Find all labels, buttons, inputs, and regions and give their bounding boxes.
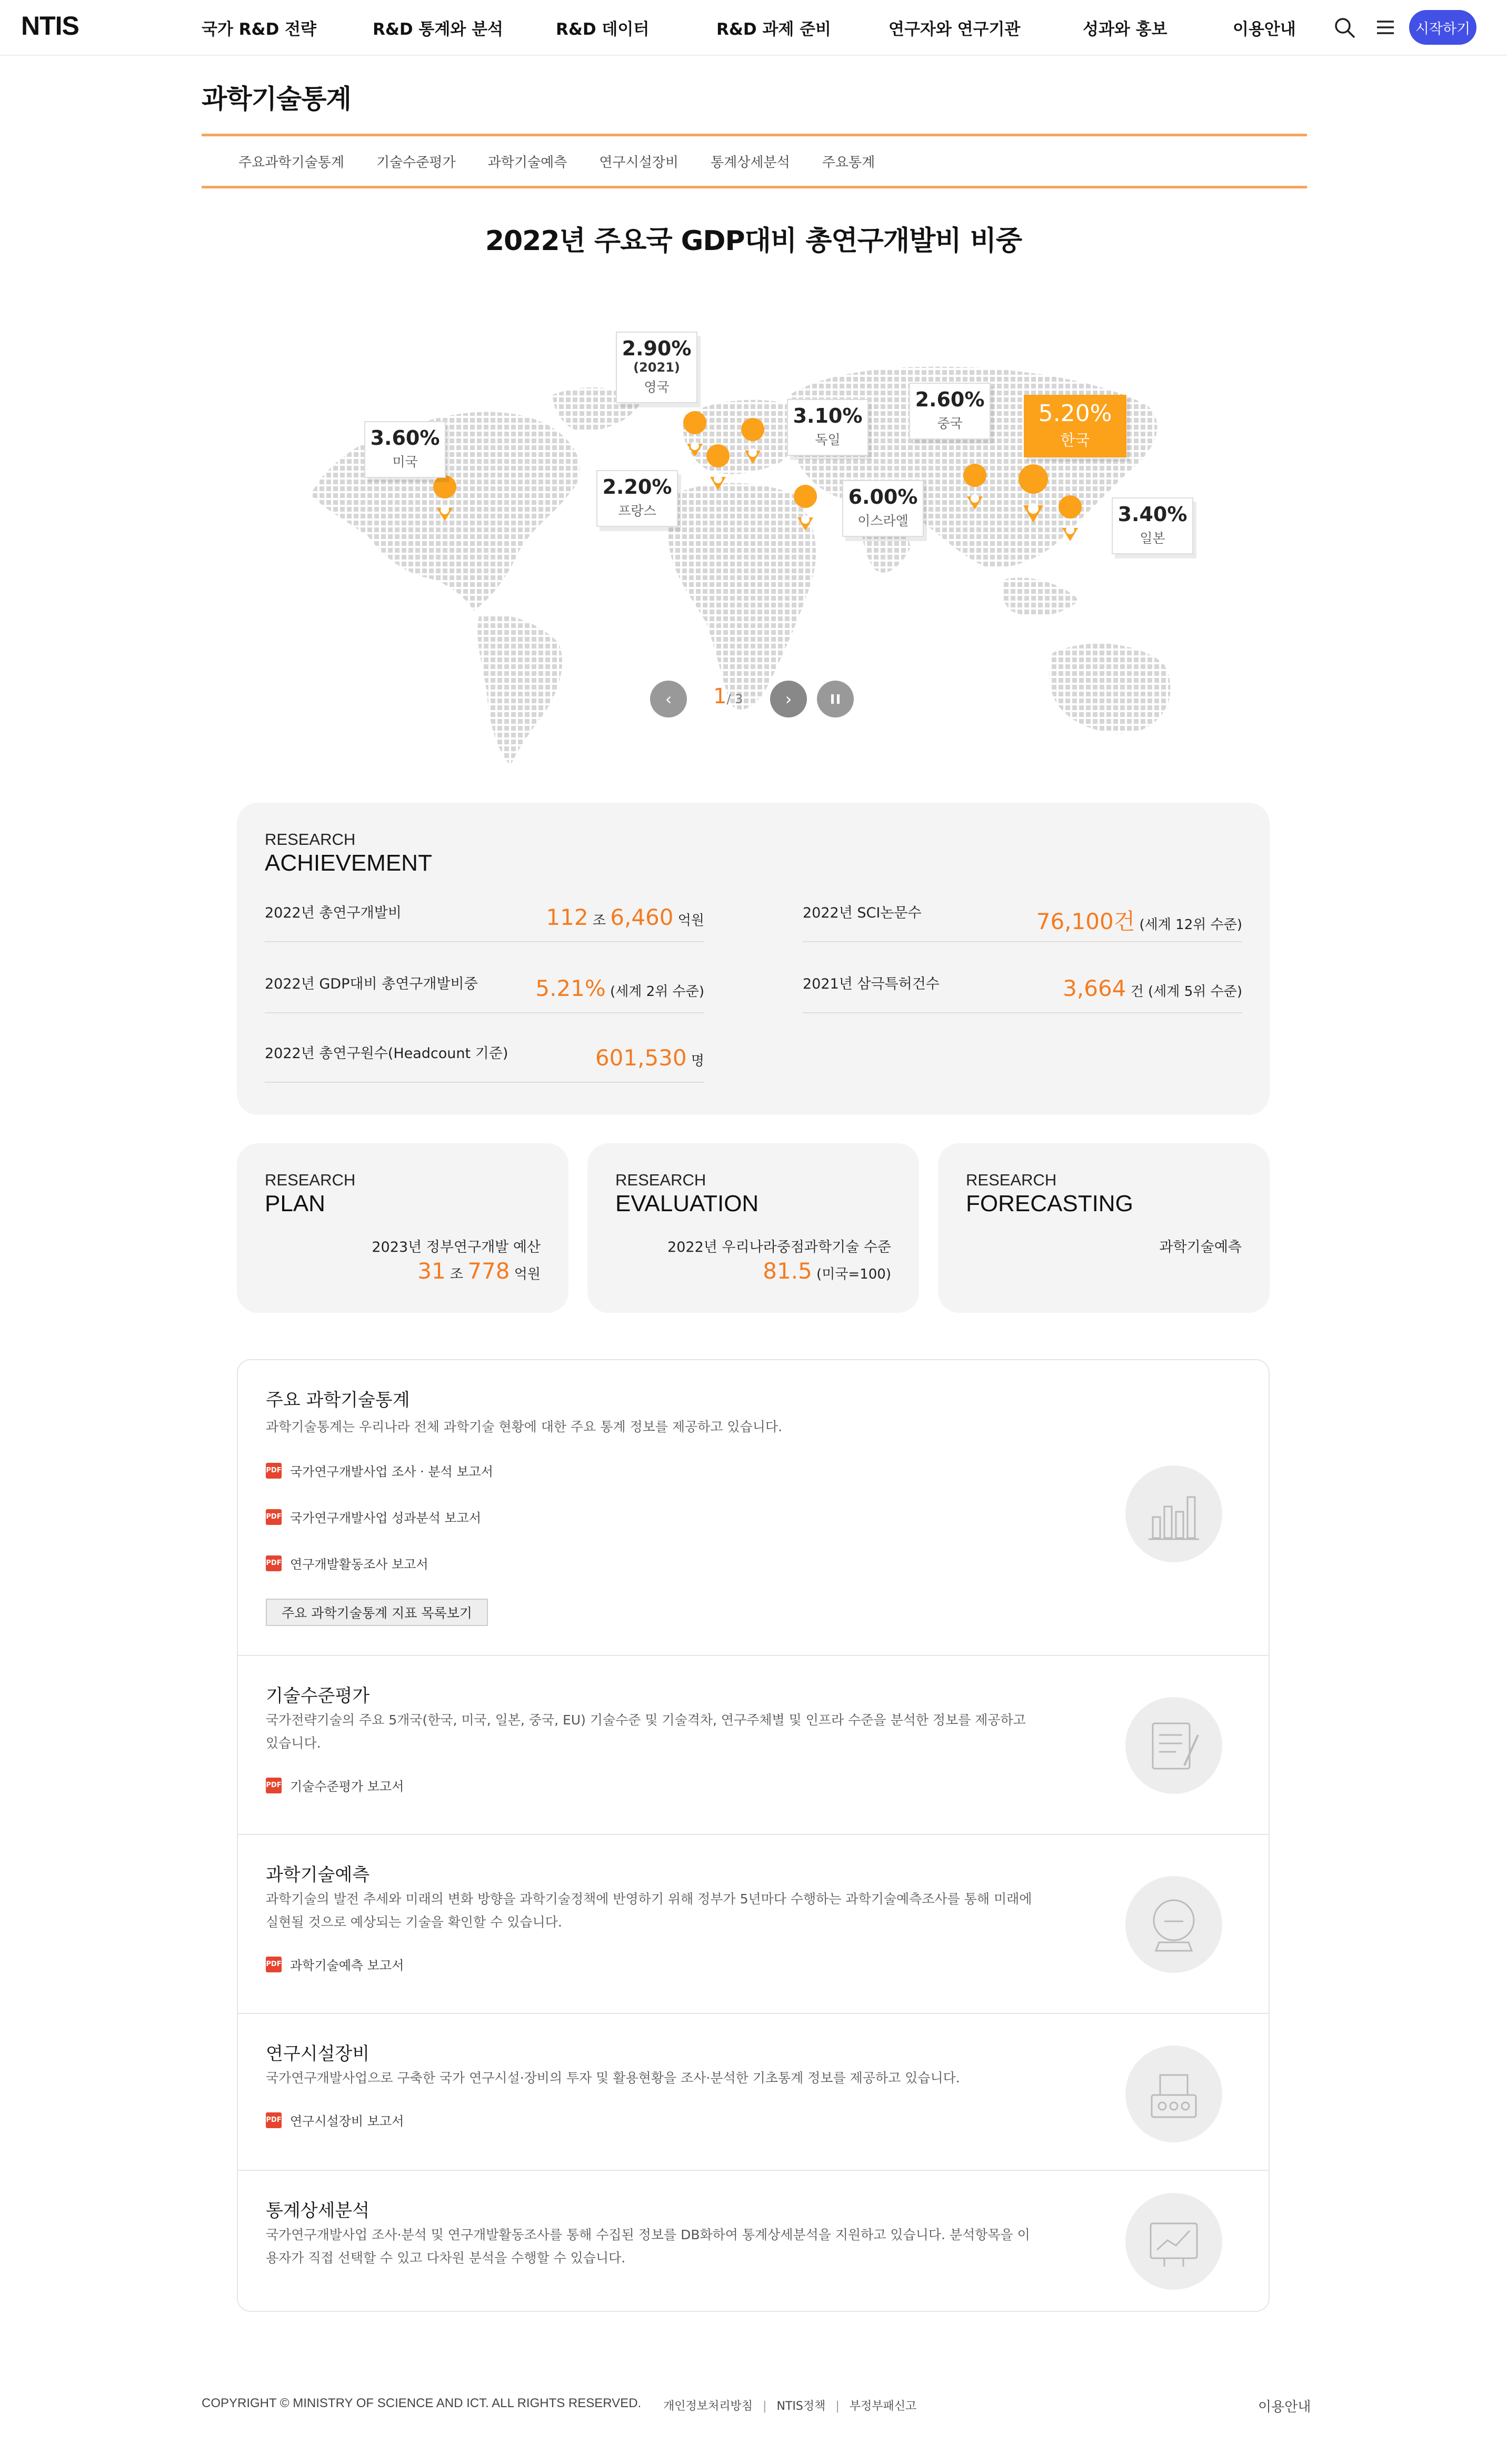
country-pct: 2.20% <box>602 475 672 498</box>
section-desc: 국가연구개발사업으로 구축한 국가 연구시설·장비의 투자 및 활용현황을 조사·분석한 기초통계 정보를 제공하고 있습니다. <box>266 2070 960 2086</box>
stat-label: 2022년 총연구개발비 <box>265 905 402 921</box>
nav-rnd-data[interactable]: R&D 데이터 <box>556 20 650 39</box>
stat-value: 5.21% (세계 2위 수준) <box>535 975 704 1001</box>
section-desc: 국가연구개발사업 조사·분석 및 연구개발활동조사를 통해 수집된 정보를 DB화하여 통계상세분석을 지원하고 있습니다. 분석항목을 이용자가 직접 선택할 수 있고 다차원 분석을 수행할 수 있습니다. <box>266 2227 1030 2266</box>
nav-rnd-project[interactable]: R&D 과제 준비 <box>716 20 832 39</box>
stat-label: 2023년 정부연구개발 예산 <box>372 1239 541 1255</box>
stat-label: 2022년 GDP대비 총연구개발비중 <box>265 976 478 992</box>
country-name: 미국 <box>392 454 418 470</box>
analysis-icon <box>1125 2193 1222 2290</box>
page-title: 과학기술통계 <box>202 84 351 114</box>
stat-label: 2021년 삼극특허건수 <box>803 976 940 992</box>
stat-value: 112 조 6,460 억원 <box>546 904 704 930</box>
section-title: 통계상세분석 <box>266 2200 370 2221</box>
tab-forecast[interactable]: 과학기술예측 <box>487 154 567 171</box>
country-bubble-usa[interactable] <box>364 421 446 478</box>
footer-links: 개인정보처리방침 | NTIS정책 | 부정부패신고 <box>663 2400 917 2413</box>
country-bubble-israel[interactable] <box>842 480 924 537</box>
crystal-ball-icon <box>1125 1876 1222 1973</box>
pdf-link[interactable]: PDF 과학기술예측 보고서 <box>266 1955 404 1973</box>
card-title: ACHIEVEMENT <box>265 850 432 876</box>
country-name: 영국 <box>644 379 670 395</box>
pdf-icon: PDF <box>266 1957 282 1972</box>
section-title: 과학기술예측 <box>266 1864 370 1886</box>
card-title: FORECASTING <box>966 1191 1133 1216</box>
country-bubble-germany[interactable] <box>787 399 869 456</box>
view-index-list-button[interactable]: 주요 과학기술통계 지표 목록보기 <box>266 1599 488 1626</box>
country-name: 한국 <box>1060 431 1090 450</box>
country-name: 이스라엘 <box>857 513 909 528</box>
country-name: 일본 <box>1140 530 1165 546</box>
forecasting-card[interactable] <box>938 1143 1270 1313</box>
copyright: COPYRIGHT © MINISTRY OF SCIENCE AND ICT. ALL RIGHTS RESERVED. <box>202 2396 642 2410</box>
country-bubble-china[interactable] <box>909 383 991 440</box>
search-icon[interactable] <box>1334 17 1356 39</box>
card-title: PLAN <box>265 1191 325 1216</box>
stat-value: 81.5 (미국=100) <box>763 1258 891 1284</box>
section-tech-level <box>238 1656 1269 1835</box>
nav-performance[interactable]: 성과와 홍보 <box>1083 20 1167 39</box>
pdf-icon: PDF <box>266 1463 282 1479</box>
pdf-link[interactable]: PDF 국가연구개발사업 조사 · 분석 보고서 <box>266 1461 493 1480</box>
country-pct: 2.60% <box>915 388 985 411</box>
pdf-link[interactable]: PDF 국가연구개발사업 성과분석 보고서 <box>266 1508 481 1526</box>
country-pct: 6.00% <box>848 485 918 508</box>
global-header <box>0 0 1507 56</box>
section-title: 기술수준평가 <box>266 1685 370 1707</box>
slider-prev-button[interactable]: ‹ <box>650 681 687 717</box>
slider-next-button[interactable]: › <box>770 681 807 717</box>
plan-stat <box>372 1235 541 1284</box>
slider-pager <box>713 684 743 709</box>
card-eyebrow: RESEARCH <box>966 1171 1057 1189</box>
stat-label: 2022년 우리나라중점과학기술 수준 <box>667 1239 891 1255</box>
stat-total-rnd <box>265 890 704 942</box>
stat-value: 3,664 건 (세계 5위 수준) <box>1063 975 1242 1001</box>
section-title: 주요 과학기술통계 <box>266 1390 410 1411</box>
world-dot-map <box>305 274 1200 769</box>
statistics-list <box>237 1359 1270 2312</box>
pdf-icon: PDF <box>266 1509 282 1525</box>
card-title: EVALUATION <box>615 1191 759 1216</box>
section-forecast <box>238 1835 1269 2014</box>
evaluation-card[interactable] <box>587 1143 919 1313</box>
card-eyebrow: RESEARCH <box>265 1171 356 1189</box>
tab-main-stats[interactable]: 주요과학기술통계 <box>238 154 344 171</box>
footer-link-policy[interactable]: NTIS정책 <box>776 2400 826 2413</box>
report-icon <box>1125 1697 1222 1794</box>
section-desc: 과학기술의 발전 추세와 미래의 변화 방향을 과학기술정책에 반영하기 위해 정부가 5년마다 수행하는 과학기술예측조사를 통해 미래에 실현될 것으로 예상되는 기술을 확인할 수 있습니다. <box>266 1891 1032 1930</box>
tab-tech-level[interactable]: 기술수준평가 <box>376 154 456 171</box>
tab-key-stats[interactable]: 주요통계 <box>822 154 875 171</box>
footer-link-privacy[interactable]: 개인정보처리방침 <box>663 2400 753 2413</box>
stat-sci-papers <box>803 890 1242 942</box>
forecasting-label: 과학기술예측 <box>1159 1239 1242 1255</box>
stat-value: 76,100건 (세계 12위 수준) <box>1036 909 1242 934</box>
stat-value: 601,530 명 <box>595 1045 704 1071</box>
country-year-note: (2021) <box>633 360 680 375</box>
pdf-link[interactable]: PDF 연구개발활동조사 보고서 <box>266 1554 428 1572</box>
slider-total: / 3 <box>726 692 743 706</box>
nav-researchers[interactable]: 연구자와 연구기관 <box>889 20 1021 39</box>
stat-value: 31 조 778 억원 <box>417 1258 541 1284</box>
footer-guide-link[interactable]: 이용안내 <box>1258 2399 1311 2415</box>
section-title: 연구시설장비 <box>266 2043 370 2064</box>
country-pct: 3.60% <box>370 426 440 450</box>
plan-card[interactable] <box>237 1143 568 1313</box>
stat-gdp-ratio <box>265 961 704 1013</box>
country-bubble-japan[interactable] <box>1112 497 1193 554</box>
map-title: 2022년 주요국 GDP대비 총연구개발비 비중 <box>485 225 1022 257</box>
stat-label: 2022년 총연구원수(Headcount 기준) <box>265 1045 508 1062</box>
nav-guide[interactable]: 이용안내 <box>1233 20 1296 39</box>
nav-rnd-statistics[interactable]: R&D 통계와 분석 <box>373 20 503 39</box>
pdf-link[interactable]: PDF 연구시설장비 보고서 <box>266 2111 404 2129</box>
menu-icon[interactable] <box>1376 19 1395 36</box>
tab-equipment[interactable]: 연구시설장비 <box>599 154 679 171</box>
section-desc: 국가전략기술의 주요 5개국(한국, 미국, 일본, 중국, EU) 기술수준 및 기술격차, 연구주체별 및 인프라 수준을 분석한 정보를 제공하고 있습니다. <box>266 1712 1026 1751</box>
pause-icon <box>829 692 842 706</box>
slider-pause-button[interactable] <box>817 681 854 717</box>
tab-detail-analysis[interactable]: 통계상세분석 <box>711 154 790 171</box>
country-bubble-korea[interactable] <box>1024 395 1126 457</box>
section-equipment <box>238 2014 1269 2171</box>
footer-link-report[interactable]: 부정부패신고 <box>849 2400 917 2413</box>
card-eyebrow: RESEARCH <box>615 1171 706 1189</box>
pdf-icon: PDF <box>266 1555 282 1571</box>
country-bubble-uk[interactable] <box>616 332 697 403</box>
nav-rnd-strategy[interactable]: 국가 R&D 전략 <box>202 20 317 39</box>
country-bubble-france[interactable] <box>596 470 678 527</box>
country-pct: 3.10% <box>793 404 863 427</box>
pdf-icon: PDF <box>266 2112 282 2128</box>
country-pct: 5.20% <box>1038 400 1112 427</box>
slider-current: 1 <box>713 684 727 709</box>
country-pct: 2.90% <box>622 337 692 360</box>
bar-chart-icon <box>1125 1465 1222 1562</box>
achievement-card <box>237 803 1270 1115</box>
country-pct: 3.40% <box>1117 503 1187 526</box>
pdf-icon: PDF <box>266 1778 282 1793</box>
stat-triadic-patents <box>803 961 1242 1013</box>
country-name: 독일 <box>815 432 841 447</box>
country-name: 중국 <box>937 415 963 431</box>
stat-label: 2022년 SCI논문수 <box>803 905 922 921</box>
card-eyebrow: RESEARCH <box>265 830 356 849</box>
section-detail-analysis <box>238 2171 1269 2312</box>
equipment-icon <box>1125 2046 1222 2142</box>
ntis-logo[interactable]: NTIS <box>21 11 79 41</box>
sub-tabs <box>202 134 1307 188</box>
start-button[interactable]: 시작하기 <box>1409 10 1476 45</box>
section-desc: 과학기술통계는 우리나라 전체 과학기술 현황에 대한 주요 통계 정보를 제공하고 있습니다. <box>266 1419 782 1434</box>
evaluation-stat <box>667 1235 891 1284</box>
stat-researchers <box>265 1030 704 1083</box>
section-main-stats <box>238 1360 1269 1656</box>
country-name: 프랑스 <box>618 503 656 518</box>
pdf-link[interactable]: PDF 기술수준평가 보고서 <box>266 1776 404 1794</box>
